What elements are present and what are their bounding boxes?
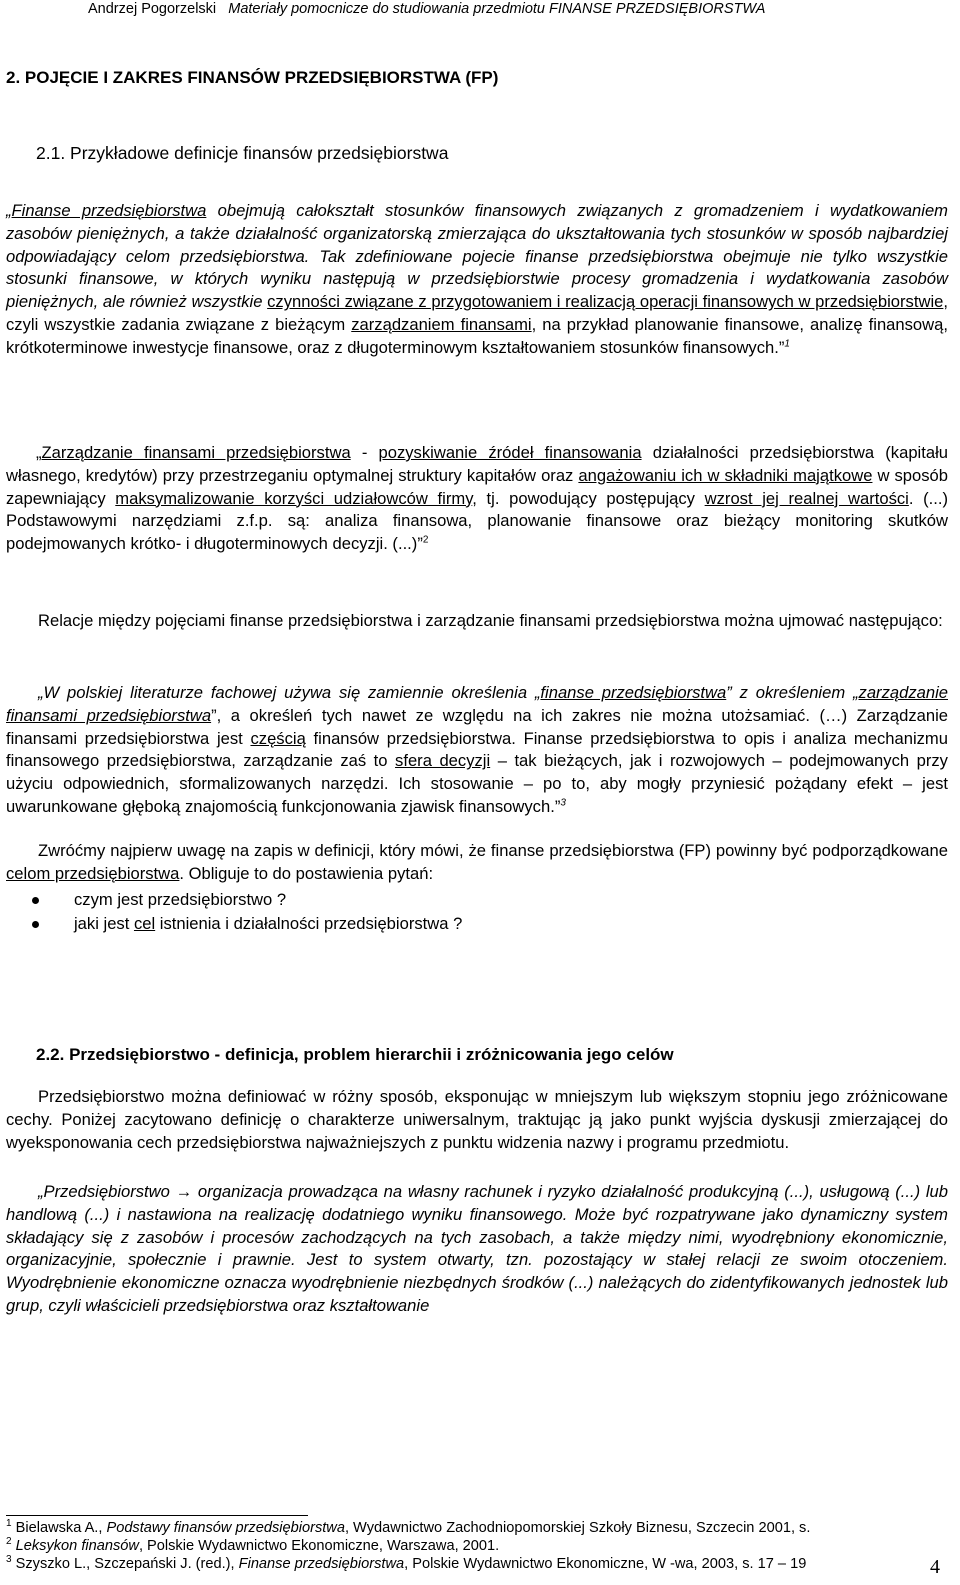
- footnote-1: $^1$ Bielawska A., Podstawy finansów przedsiębiorstwa, Wydawnictwo Zachodniopomorskiej Szkoły Biznesu, Szczecin 2001, s.: [6, 1518, 811, 1536]
- footnote-ref-3: 3: [560, 797, 566, 809]
- enterprise-intro-paragraph: Przedsiębiorstwo można definiować w różny sposób, eksponując w mniejszym lub większym stopniu jego zróżnicowane cechy. Poniżej zacytowano definicję o charakterze uniwersalnym, traktując ją jako punkt wyjścia dyskusji zmierzającej do wyeksponowania cech przedsiębiorstwa najważniejszych z punktu widzenia nazwy i programu przedmiotu.: [6, 1087, 948, 1152]
- subsection-title-2-2: 2.2. Przedsiębiorstwo - definicja, problem hierarchii i zróżnicowania jego celów: [36, 1045, 674, 1064]
- header-author: Andrzej Pogorzelski: [88, 1, 217, 17]
- quote-literature: „W polskiej literaturze fachowej używa się zamiennie określenia „finanse przedsiębiorstwa” z określeniem „zarządzanie finansami przedsiębiorstwa”, a określeń tych nawet ze względu na ich zakres nie można utożsamiać. (…) Zarządzanie finansami przedsiębiorstwa jest częścią finansów przedsiębiorstwa. Finanse przedsiębiorstwa to opis i analiza mechanizmu finansowego przedsiębiorstwa, zarządzanie zaś to sfera decyzji – tak bieżących, jak i rozwojowych – podejmowanych przy użyciu odpowiednich, sformalizowanych narzędzi. Ich stosowanie – po to, aby mogły przyniesić pożądany efekt – jest uwarunkowane głęboką znajomością funkcjonowania zjawisk finansowych.”$^3$: [6, 683, 948, 816]
- bullet-icon: [32, 897, 39, 904]
- list-item: czym jest przedsiębiorstwo ?: [30, 888, 462, 912]
- definition-finanse: „Finanse przedsiębiorstwa obejmują całokształt stosunków finansowych związanych z gromadzeniem i wydatkowaniem zasobów pieniężnych, a także działalność organizatorską zmierzająca do ukształtowania tych stosunków w sposób najbardziej odpowiadający celom przedsiębiorstwa. Tak zdefiniowane pojecie finanse przedsiębiorstwa obejmuje nie tylko wszystkie stosunki finansowe, w których wyniku następują w przedsiębiorstwie procesy gromadzenia i wydatkowania zasobów pieniężnych, ale również wszystkie czynności związane z przygotowaniem i realizacją operacji finansowych w przedsiębiorstwie, czyli wszystkie zadania związane z bieżącym zarządzaniem finansami, na przykład planowanie finansowe, analizę finansową, krótkoterminowe inwestycje finansowe, oraz z długoterminowym kształtowaniem stosunków finansowych.”$^1$: [6, 201, 948, 357]
- header-course: Materiały pomocnicze do studiowania przedmiotu FINANSE PRZEDSIĘBIORSTWA: [228, 1, 766, 17]
- page-number: 4: [930, 1556, 940, 1578]
- footnote-ref-2: 2: [422, 534, 429, 546]
- footnote-2: $^2$ Leksykon finansów, Polskie Wydawnictwo Ekonomiczne, Warszawa, 2001.: [6, 1536, 500, 1554]
- questions-intro: Zwróćmy najpierw uwagę na zapis w definicji, który mówi, że finanse przedsiębiorstwa (FP) powinny być podporządkowane celom przedsiębiorstwa. Obliguje to do postawienia pytań:: [6, 841, 948, 883]
- relations-paragraph: Relacje między pojęciami finanse przedsiębiorstwa i zarządzanie finansami przedsiębiorstwa można ujmować następująco:: [38, 611, 943, 630]
- question-list: [30, 888, 462, 936]
- bullet-icon: [32, 921, 39, 928]
- section-title: 2. POJĘCIE I ZAKRES FINANSÓW PRZEDSIĘBIORSTWA (FP): [6, 68, 499, 87]
- definition-zarzadzanie: „Zarządzanie finansami przedsiębiorstwa - pozyskiwanie źródeł finansowania działalności przedsiębiorstwa (kapitału własnego, kredytów) przy przestrzeganiu optymalnej struktury kapitałów oraz angażowaniu ich w składniki majątkowe w sposób zapewniający maksymalizowanie korzyści udziałowców firmy, tj. powodujący postępujący wzrost jej realnej wartości. (...) Podstawowymi narzędziami z.f.p. są: analiza finansowa, planowanie finansowe oraz bieżący monitoring skutków podejmowanych krótko- i długoterminowych decyzji. (...)”$^2$: [6, 443, 949, 554]
- subsection-title-2-1: 2.1. Przykładowe definicje finansów przedsiębiorstwa: [36, 143, 449, 163]
- footnote-ref-1: 1: [784, 338, 790, 350]
- footnote-divider: [6, 1515, 308, 1516]
- arrow-icon: →: [175, 1182, 193, 1201]
- running-header: [88, 0, 948, 18]
- footnote-3: $^3$ Szyszko L., Szczepański J. (red.), Finanse przedsiębiorstwa, Polskie Wydawnictwo Ekonomiczne, W -wa, 2003, s. 17 – 19: [6, 1554, 807, 1572]
- enterprise-definition: „Przedsiębiorstwo → organizacja prowadząca na własny rachunek i ryzyko działalność produkcyjną (...), usługową (...) lub handlową (...) i nastawiona na realizację dodatniego wyniku finansowego. Może być rozpatrywane jako dynamiczny system składający się z zasobów i procesów zachodzących na tych zasobach, a także między nimi, wyodrębniony ekonomicznie, organizacyjnie, społecznie i prawnie. Jest to system otwarty, tzn. pozostający w stałej relacji ze swoim otoczeniem. Wyodrębnienie ekonomiczne oznacza wyodrębnienie niezbędnych środków (...) należących do zidentyfikowanych jednostek lub grup, czyli właścicieli przedsiębiorstwa oraz kształtowanie: [6, 1182, 948, 1315]
- term-finanse-przedsiebiorstwa: Finanse przedsiębiorstwa: [11, 201, 207, 220]
- list-item: jaki jest cel istnienia i działalności przedsiębiorstwa ?: [30, 912, 462, 936]
